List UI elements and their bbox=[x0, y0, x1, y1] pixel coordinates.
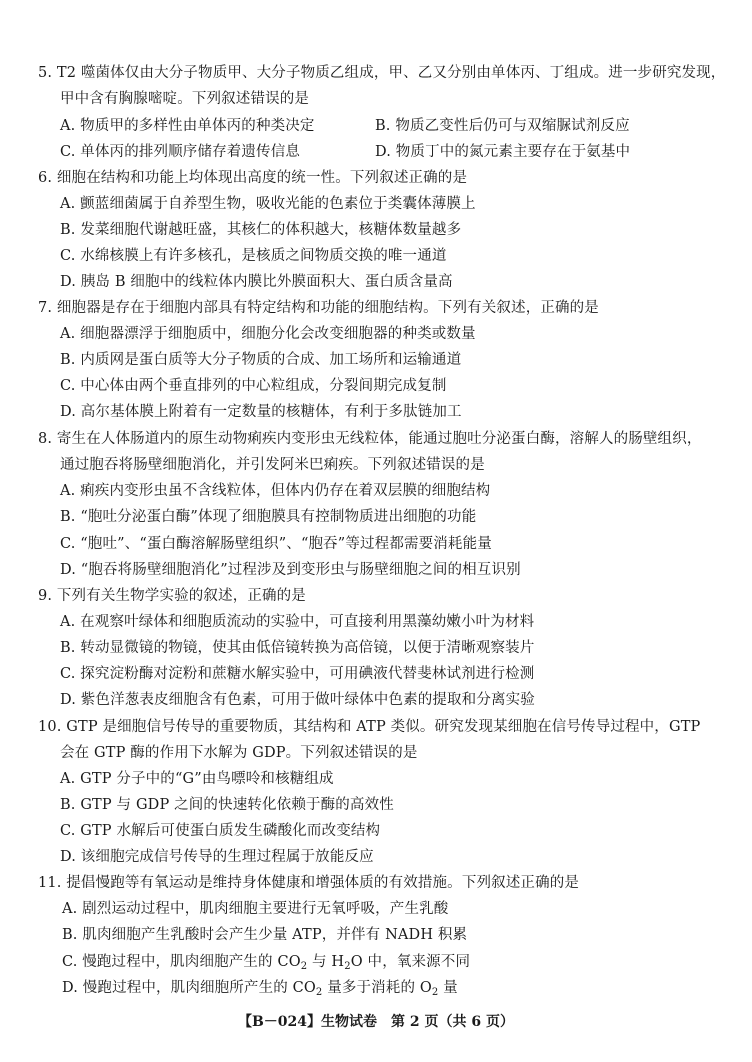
question-7-option-b: B. 内质网是蛋白质等大分子物质的合成、加工场所和运输通道 bbox=[60, 352, 462, 368]
option-d-text-1: D. 慢跑过程中，肌肉细胞所产生的 CO bbox=[62, 980, 316, 996]
question-6-option-d: D. 胰岛 B 细胞中的线粒体内膜比外膜面积大、蛋白质含量高 bbox=[60, 274, 453, 290]
co2-subscript: 2 bbox=[315, 987, 323, 998]
page-footer: 【B－024】生物试卷 第 2 页（共 6 页） bbox=[237, 1014, 515, 1030]
question-10-stem-line-1: 10. GTP 是细胞信号传导的重要物质，其结构和 ATP 类似。研究发现某细胞在信号传导过程中，GTP bbox=[38, 719, 701, 735]
option-c-text-2: 与 H bbox=[307, 954, 345, 970]
question-10-option-d: D. 该细胞完成信号传导的生理过程属于放能反应 bbox=[60, 849, 374, 865]
question-11-stem: 11. 提倡慢跑等有氧运动是维持身体健康和增强体质的有效措施。下列叙述正确的是 bbox=[38, 875, 580, 891]
question-9-option-b: B. 转动显微镜的物镜，使其由低倍镜转换为高倍镜，以便于清晰观察装片 bbox=[60, 640, 535, 656]
question-10-stem-line-2: 会在 GTP 酶的作用下水解为 GDP。下列叙述错误的是 bbox=[60, 745, 418, 761]
question-7-option-c: C. 中心体由两个垂直排列的中心粒组成，分裂间期完成复制 bbox=[60, 378, 447, 394]
question-5-option-c: C. 单体丙的排列顺序储存着遗传信息 bbox=[60, 144, 300, 160]
question-6-option-a: A. 颤蓝细菌属于自养型生物，吸收光能的色素位于类囊体薄膜上 bbox=[60, 196, 476, 212]
question-8-stem-line-2: 通过胞吞将肠壁细胞消化，并引发阿米巴痢疾。下列叙述错误的是 bbox=[60, 457, 485, 473]
question-5-option-d: D. 物质丁中的氮元素主要存在于氨基中 bbox=[375, 144, 631, 160]
o2-subscript: 2 bbox=[431, 987, 439, 998]
question-9-option-a: A. 在观察叶绿体和细胞质流动的实验中，可直接利用黑藻幼嫩小叶为材料 bbox=[60, 614, 535, 630]
question-11-option-a: A. 剧烈运动过程中，肌肉细胞主要进行无氧呼吸，产生乳酸 bbox=[62, 901, 449, 917]
option-c-text-3: O 中，氧来源不同 bbox=[350, 954, 471, 970]
question-6-option-c: C. 水绵核膜上有许多核孔，是核质之间物质交换的唯一通道 bbox=[60, 248, 447, 264]
question-5-stem-line-2: 甲中含有胸腺嘧啶。下列叙述错误的是 bbox=[60, 91, 310, 107]
question-11-option-c bbox=[62, 952, 470, 977]
question-10-option-b: B. GTP 与 GDP 之间的快速转化依赖于酶的高效性 bbox=[60, 797, 394, 813]
question-11-option-d bbox=[62, 978, 458, 1003]
question-7-option-d: D. 高尔基体膜上附着有一定数量的核糖体，有利于多肽链加工 bbox=[60, 404, 462, 420]
option-d-text-2: 量多于消耗的 O bbox=[322, 980, 432, 996]
question-9-option-c: C. 探究淀粉酶对淀粉和蔗糖水解实验中，可用碘液代替斐林试剂进行检测 bbox=[60, 666, 535, 682]
question-11-option-b: B. 肌肉细胞产生乳酸时会产生少量 ATP，并伴有 NADH 积累 bbox=[62, 927, 468, 943]
question-8-stem-line-1: 8. 寄生在人体肠道内的原生动物痢疾内变形虫无线粒体，能通过胞吐分泌蛋白酶，溶解人的肠壁组织， bbox=[38, 431, 702, 447]
question-5-option-b: B. 物质乙变性后仍可与双缩脲试剂反应 bbox=[375, 118, 630, 134]
question-8-option-a: A. 痢疾内变形虫虽不含线粒体，但体内仍存在着双层膜的细胞结构 bbox=[60, 483, 491, 499]
question-10-option-c: C. GTP 水解后可使蛋白质发生磷酸化而改变结构 bbox=[60, 823, 381, 839]
question-9-stem: 9. 下列有关生物学实验的叙述，正确的是 bbox=[38, 588, 306, 604]
question-8-option-d: D. “胞吞将肠壁细胞消化”过程涉及到变形虫与肠壁细胞之间的相互识别 bbox=[60, 562, 521, 578]
h2o-subscript: 2 bbox=[344, 961, 351, 972]
question-9-option-d: D. 紫色洋葱表皮细胞含有色素，可用于做叶绿体中色素的提取和分离实验 bbox=[60, 692, 535, 708]
question-6-stem: 6. 细胞在结构和功能上均体现出高度的统一性。下列叙述正确的是 bbox=[38, 170, 468, 186]
question-6-option-b: B. 发菜细胞代谢越旺盛，其核仁的体积越大，核糖体数量越多 bbox=[60, 222, 462, 238]
option-d-text-3: 量 bbox=[438, 980, 458, 996]
co2-subscript: 2 bbox=[300, 961, 308, 972]
question-7-stem: 7. 细胞器是存在于细胞内部具有特定结构和功能的细胞结构。下列有关叙述，正确的是 bbox=[38, 300, 599, 316]
question-8-option-b: B. “胞吐分泌蛋白酶”体现了细胞膜具有控制物质进出细胞的功能 bbox=[60, 509, 477, 525]
question-8-option-c: C. “胞吐”、“蛋白酶溶解肠壁组织”、“胞吞”等过程都需要消耗能量 bbox=[60, 536, 492, 552]
question-10-option-a: A. GTP 分子中的“G”由鸟嘌呤和核糖组成 bbox=[60, 771, 334, 787]
question-7-option-a: A. 细胞器漂浮于细胞质中，细胞分化会改变细胞器的种类或数量 bbox=[60, 326, 476, 342]
question-5-option-a: A. 物质甲的多样性由单体丙的种类决定 bbox=[60, 118, 315, 134]
option-c-text-1: C. 慢跑过程中，肌肉细胞产生的 CO bbox=[62, 954, 301, 970]
question-5-stem-line-1: 5. T2 噬菌体仅由大分子物质甲、大分子物质乙组成，甲、乙又分别由单体丙、丁组成。进一步研究发现， bbox=[38, 65, 726, 81]
